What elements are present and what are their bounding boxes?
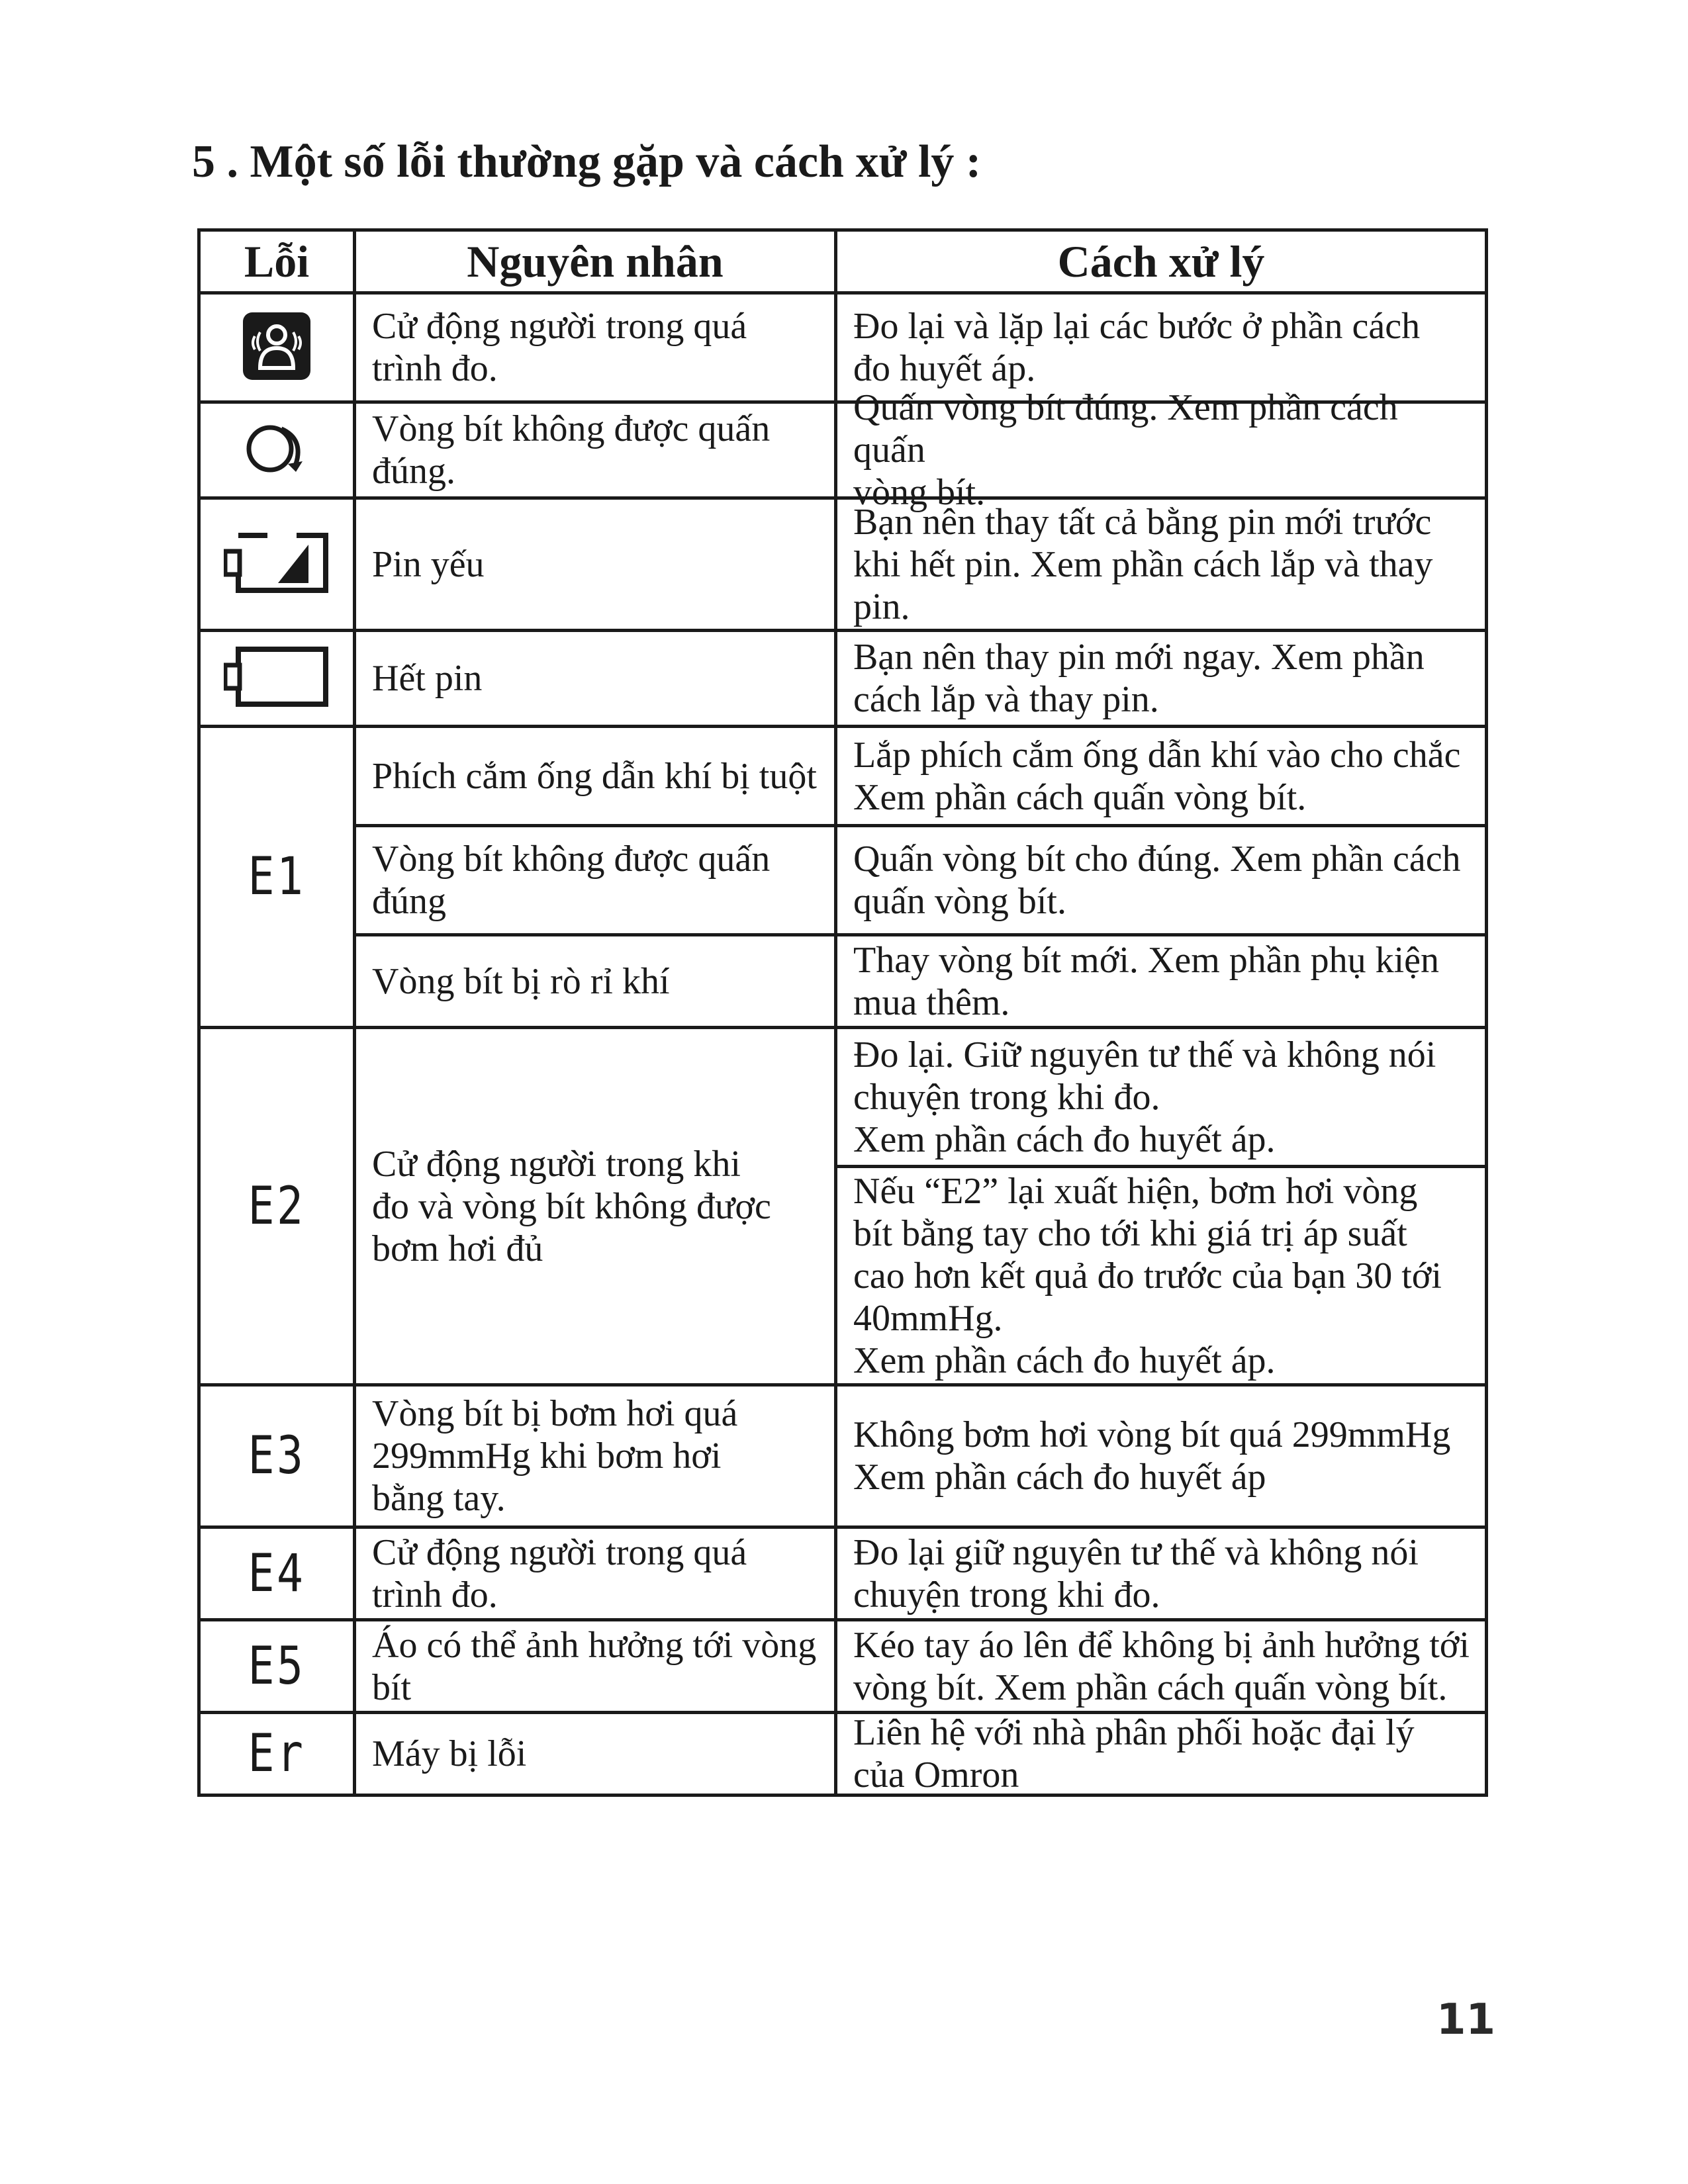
error-code: E1 <box>248 847 306 907</box>
fix-cell: Đo lại. Giữ nguyên tư thế và không nói chuyện trong khi đo. Xem phần cách đo huyết áp. <box>853 1034 1436 1160</box>
header-fix: Cách xử lý <box>1057 236 1265 287</box>
error-code: Er <box>248 1724 306 1784</box>
header-error: Lỗi <box>244 236 310 287</box>
error-symbol <box>201 500 353 629</box>
cuff-wrap-icon <box>240 419 313 482</box>
fix-cell: Đo lại giữ nguyên tư thế và không nói chuyện trong khi đo. <box>853 1531 1419 1615</box>
cause-cell: Cử động người trong quá trình đo. <box>372 306 747 389</box>
fix-cell: Thay vòng bít mới. Xem phần phụ kiện mua thêm. <box>853 939 1440 1023</box>
error-code: E5 <box>248 1636 306 1696</box>
error-code: E4 <box>248 1543 306 1604</box>
fix-cell: Nếu “E2” lại xuất hiện, bơm hơi vòng bít bằng tay cho tới khi giá trị áp suất cao hơn kết quả đo trước của bạn 30 tới 40mmHg. Xem phần cách đo huyết áp. <box>853 1170 1442 1381</box>
cause-cell: Vòng bít không được quấn đúng. <box>372 408 771 492</box>
fix-cell: Quấn vòng bít đúng. Xem phần cách quấn vòng bít. <box>853 387 1398 513</box>
page-number: 11 <box>1436 1995 1496 2044</box>
fix-cell: Không bơm hơi vòng bít quá 299mmHg Xem phần cách đo huyết áp <box>853 1414 1451 1498</box>
cause-cell: Máy bị lỗi <box>372 1733 527 1774</box>
cause-cell: Pin yếu <box>372 543 485 585</box>
fix-cell: Đo lại và lặp lại các bước ở phần cách đo huyết áp. <box>853 306 1421 389</box>
error-symbol <box>201 632 353 725</box>
error-code: E3 <box>248 1426 306 1486</box>
error-symbol <box>201 404 353 496</box>
cause-cell: Cử động người trong khi đo và vòng bít không được bơm hơi đủ <box>372 1143 771 1269</box>
error-table <box>197 228 1488 1797</box>
cause-cell: Vòng bít không được quấn đúng <box>372 839 771 922</box>
cause-cell: Phích cắm ống dẫn khí bị tuột <box>372 755 817 797</box>
cause-cell: Áo có thể ảnh hưởng tới vòng bít <box>372 1624 817 1708</box>
error-symbol <box>201 295 353 400</box>
cause-cell: Vòng bít bị bơm hơi quá 299mmHg khi bơm hơi bằng tay. <box>372 1393 738 1519</box>
cause-cell: Vòng bít bị rò rỉ khí <box>372 960 670 1002</box>
cause-cell: Cử động người trong quá trình đo. <box>372 1531 747 1615</box>
cause-cell: Hết pin <box>372 658 483 699</box>
fix-cell: Kéo tay áo lên để không bị ảnh hưởng tới vòng bít. Xem phần cách quấn vòng bít. <box>853 1624 1470 1708</box>
fix-cell: Lắp phích cắm ống dẫn khí vào cho chắc Xem phần cách quấn vòng bít. <box>853 734 1461 818</box>
section-title: 5 . Một số lỗi thường gặp và cách xử lý : <box>192 136 982 187</box>
header-cause: Nguyên nhân <box>467 236 724 287</box>
fix-cell: Liên hệ với nhà phân phối hoặc đại lý của Omron <box>853 1712 1415 1796</box>
fix-cell: Quấn vòng bít cho đúng. Xem phần cách quấn vòng bít. <box>853 839 1461 922</box>
low-battery-icon <box>224 531 330 598</box>
body-movement-icon <box>240 310 313 386</box>
empty-battery-icon <box>224 645 330 711</box>
fix-cell: Bạn nên thay tất cả bằng pin mới trước khi hết pin. Xem phần cách lắp và thay pin. <box>853 501 1433 627</box>
error-code: E2 <box>248 1176 306 1236</box>
fix-cell: Bạn nên thay pin mới ngay. Xem phần cách lắp và thay pin. <box>853 637 1425 720</box>
